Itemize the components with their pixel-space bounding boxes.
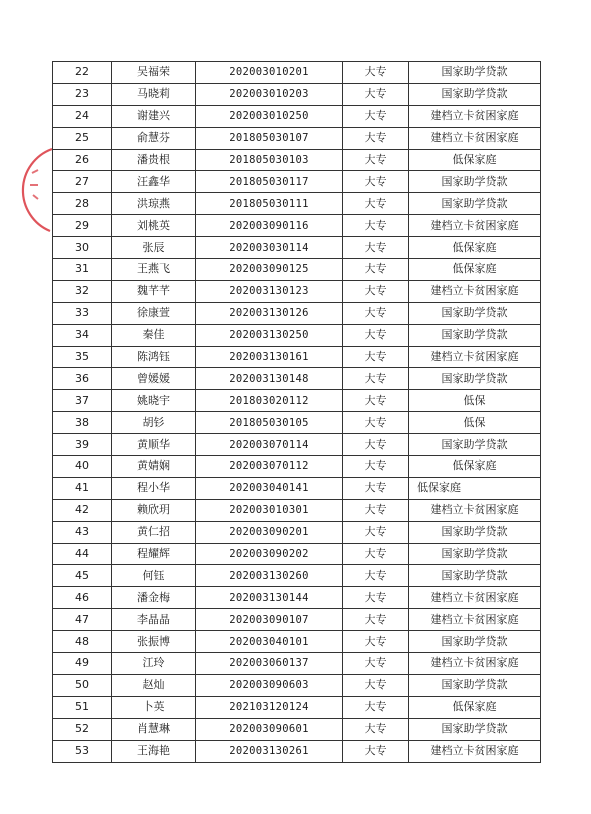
row-number-cell: 42 [53, 499, 112, 521]
education-level-cell: 大专 [343, 83, 409, 105]
education-level-cell: 大专 [343, 543, 409, 565]
student-name-cell: 赵灿 [112, 674, 196, 696]
student-name-cell: 汪鑫华 [112, 171, 196, 193]
table-row [53, 609, 541, 631]
student-id-cell: 202003090601 [196, 718, 343, 740]
row-number-cell: 52 [53, 718, 112, 740]
education-level-cell: 大专 [343, 280, 409, 302]
student-name-cell: 江玲 [112, 653, 196, 675]
education-level-cell: 大专 [343, 653, 409, 675]
student-name-cell: 程小华 [112, 477, 196, 499]
row-number-cell: 50 [53, 674, 112, 696]
row-number-cell: 37 [53, 390, 112, 412]
aid-category-cell: 国家助学贷款 [409, 83, 541, 105]
student-id-cell: 202003060137 [196, 653, 343, 675]
student-id-cell: 202003040101 [196, 631, 343, 653]
aid-category-cell: 国家助学贷款 [409, 434, 541, 456]
aid-category-cell: 建档立卡贫困家庭 [409, 280, 541, 302]
table-row [53, 368, 541, 390]
student-name-cell: 王海艳 [112, 740, 196, 762]
student-name-cell: 姚晓宇 [112, 390, 196, 412]
aid-category-cell: 建档立卡贫困家庭 [409, 127, 541, 149]
student-id-cell: 202003130161 [196, 346, 343, 368]
education-level-cell: 大专 [343, 740, 409, 762]
table-row [53, 127, 541, 149]
student-name-cell: 秦佳 [112, 324, 196, 346]
aid-category-cell: 低保 [409, 390, 541, 412]
student-id-cell: 202003130123 [196, 280, 343, 302]
aid-category-cell: 建档立卡贫困家庭 [409, 653, 541, 675]
student-id-cell: 202003130250 [196, 324, 343, 346]
aid-category-cell: 低保家庭 [409, 259, 541, 281]
aid-category-cell: 建档立卡贫困家庭 [409, 346, 541, 368]
aid-category-cell: 低保家庭 [409, 149, 541, 171]
row-number-cell: 49 [53, 653, 112, 675]
student-id-cell: 202003040141 [196, 477, 343, 499]
student-id-cell: 202003010201 [196, 62, 343, 84]
table-row [53, 543, 541, 565]
student-id-cell: 202003090125 [196, 259, 343, 281]
table-body [53, 62, 541, 763]
student-name-cell: 洪琼燕 [112, 193, 196, 215]
student-name-cell: 黄顺华 [112, 434, 196, 456]
student-name-cell: 谢建兴 [112, 105, 196, 127]
row-number-cell: 31 [53, 259, 112, 281]
student-id-cell: 201805030107 [196, 127, 343, 149]
student-name-cell: 徐康萱 [112, 302, 196, 324]
row-number-cell: 26 [53, 149, 112, 171]
education-level-cell: 大专 [343, 521, 409, 543]
student-id-cell: 201805030105 [196, 412, 343, 434]
education-level-cell: 大专 [343, 674, 409, 696]
aid-category-cell: 国家助学贷款 [409, 368, 541, 390]
row-number-cell: 46 [53, 587, 112, 609]
row-number-cell: 41 [53, 477, 112, 499]
student-id-cell: 202003010301 [196, 499, 343, 521]
row-number-cell: 51 [53, 696, 112, 718]
student-id-cell: 202003010250 [196, 105, 343, 127]
aid-category-cell: 国家助学贷款 [409, 324, 541, 346]
row-number-cell: 48 [53, 631, 112, 653]
student-id-cell: 202003130148 [196, 368, 343, 390]
row-number-cell: 38 [53, 412, 112, 434]
row-number-cell: 25 [53, 127, 112, 149]
table-row [53, 105, 541, 127]
aid-category-cell: 建档立卡贫困家庭 [409, 587, 541, 609]
student-name-cell: 胡钐 [112, 412, 196, 434]
student-name-cell: 黄婧娴 [112, 456, 196, 478]
table-row [53, 477, 541, 499]
student-id-cell: 202003130261 [196, 740, 343, 762]
education-level-cell: 大专 [343, 631, 409, 653]
aid-category-cell: 建档立卡贫困家庭 [409, 499, 541, 521]
table-row [53, 653, 541, 675]
table-row [53, 171, 541, 193]
student-name-cell: 张辰 [112, 237, 196, 259]
education-level-cell: 大专 [343, 346, 409, 368]
education-level-cell: 大专 [343, 62, 409, 84]
education-level-cell: 大专 [343, 193, 409, 215]
row-number-cell: 24 [53, 105, 112, 127]
aid-category-cell: 国家助学贷款 [409, 631, 541, 653]
student-name-cell: 张振博 [112, 631, 196, 653]
student-id-cell: 202003130260 [196, 565, 343, 587]
row-number-cell: 53 [53, 740, 112, 762]
student-id-cell: 202003090202 [196, 543, 343, 565]
education-level-cell: 大专 [343, 215, 409, 237]
education-level-cell: 大专 [343, 434, 409, 456]
student-id-cell: 202003070112 [196, 456, 343, 478]
row-number-cell: 40 [53, 456, 112, 478]
row-number-cell: 28 [53, 193, 112, 215]
row-number-cell: 35 [53, 346, 112, 368]
table-row [53, 674, 541, 696]
table-row [53, 412, 541, 434]
education-level-cell: 大专 [343, 127, 409, 149]
education-level-cell: 大专 [343, 259, 409, 281]
table-row [53, 149, 541, 171]
aid-category-cell: 国家助学贷款 [409, 674, 541, 696]
education-level-cell: 大专 [343, 412, 409, 434]
aid-category-cell: 建档立卡贫困家庭 [409, 740, 541, 762]
aid-category-cell: 建档立卡贫困家庭 [409, 105, 541, 127]
education-level-cell: 大专 [343, 368, 409, 390]
table-row [53, 631, 541, 653]
student-name-cell: 肖慧琳 [112, 718, 196, 740]
student-id-cell: 202003090107 [196, 609, 343, 631]
aid-category-cell: 国家助学贷款 [409, 521, 541, 543]
education-level-cell: 大专 [343, 324, 409, 346]
student-id-cell: 202003090603 [196, 674, 343, 696]
row-number-cell: 36 [53, 368, 112, 390]
student-name-cell: 陈鸿钰 [112, 346, 196, 368]
student-id-cell: 202003070114 [196, 434, 343, 456]
student-name-cell: 赖欣玥 [112, 499, 196, 521]
student-name-cell: 潘贵根 [112, 149, 196, 171]
aid-category-cell: 国家助学贷款 [409, 62, 541, 84]
education-level-cell: 大专 [343, 390, 409, 412]
aid-category-cell: 国家助学贷款 [409, 302, 541, 324]
table-row [53, 324, 541, 346]
education-level-cell: 大专 [343, 565, 409, 587]
aid-category-cell: 国家助学贷款 [409, 171, 541, 193]
education-level-cell: 大专 [343, 302, 409, 324]
table-row [53, 83, 541, 105]
student-id-cell: 201805030117 [196, 171, 343, 193]
table-row [53, 434, 541, 456]
student-id-cell: 202003130126 [196, 302, 343, 324]
student-aid-table [52, 61, 541, 763]
aid-category-cell: 低保 [409, 412, 541, 434]
student-name-cell: 王燕飞 [112, 259, 196, 281]
student-name-cell: 曾媛媛 [112, 368, 196, 390]
table-row [53, 215, 541, 237]
row-number-cell: 30 [53, 237, 112, 259]
row-number-cell: 45 [53, 565, 112, 587]
student-id-cell: 202003030114 [196, 237, 343, 259]
table-row [53, 565, 541, 587]
table-row [53, 237, 541, 259]
student-name-cell: 黄仁招 [112, 521, 196, 543]
table-row [53, 346, 541, 368]
education-level-cell: 大专 [343, 696, 409, 718]
row-number-cell: 43 [53, 521, 112, 543]
education-level-cell: 大专 [343, 171, 409, 193]
row-number-cell: 44 [53, 543, 112, 565]
aid-category-cell: 低保家庭 [409, 696, 541, 718]
student-id-cell: 202003010203 [196, 83, 343, 105]
student-name-cell: 马晓莉 [112, 83, 196, 105]
student-id-cell: 201803020112 [196, 390, 343, 412]
aid-category-cell: 低保家庭 [409, 477, 541, 499]
table-row [53, 62, 541, 84]
table-row [53, 302, 541, 324]
student-name-cell: 潘金梅 [112, 587, 196, 609]
table-row [53, 587, 541, 609]
row-number-cell: 22 [53, 62, 112, 84]
row-number-cell: 47 [53, 609, 112, 631]
student-id-cell: 201805030103 [196, 149, 343, 171]
row-number-cell: 27 [53, 171, 112, 193]
table-row [53, 521, 541, 543]
student-name-cell: 吴福荣 [112, 62, 196, 84]
table-row [53, 456, 541, 478]
table-row [53, 718, 541, 740]
education-level-cell: 大专 [343, 718, 409, 740]
table-row [53, 499, 541, 521]
aid-category-cell: 国家助学贷款 [409, 718, 541, 740]
table-row [53, 740, 541, 762]
student-id-cell: 202003090201 [196, 521, 343, 543]
row-number-cell: 33 [53, 302, 112, 324]
aid-category-cell: 建档立卡贫困家庭 [409, 609, 541, 631]
aid-category-cell: 低保家庭 [409, 237, 541, 259]
row-number-cell: 34 [53, 324, 112, 346]
table-row [53, 696, 541, 718]
education-level-cell: 大专 [343, 456, 409, 478]
education-level-cell: 大专 [343, 237, 409, 259]
student-name-cell: 程耀辉 [112, 543, 196, 565]
student-name-cell: 李晶晶 [112, 609, 196, 631]
aid-category-cell: 国家助学贷款 [409, 193, 541, 215]
aid-category-cell: 国家助学贷款 [409, 543, 541, 565]
row-number-cell: 23 [53, 83, 112, 105]
education-level-cell: 大专 [343, 149, 409, 171]
row-number-cell: 39 [53, 434, 112, 456]
table-row [53, 280, 541, 302]
education-level-cell: 大专 [343, 499, 409, 521]
row-number-cell: 32 [53, 280, 112, 302]
student-id-cell: 202003130144 [196, 587, 343, 609]
student-name-cell: 刘桃英 [112, 215, 196, 237]
student-id-cell: 202003090116 [196, 215, 343, 237]
student-name-cell: 何钰 [112, 565, 196, 587]
student-id-cell: 202103120124 [196, 696, 343, 718]
student-id-cell: 201805030111 [196, 193, 343, 215]
table-row [53, 193, 541, 215]
student-name-cell: 卜英 [112, 696, 196, 718]
education-level-cell: 大专 [343, 609, 409, 631]
student-name-cell: 俞慧芬 [112, 127, 196, 149]
aid-category-cell: 建档立卡贫困家庭 [409, 215, 541, 237]
aid-category-cell: 低保家庭 [409, 456, 541, 478]
education-level-cell: 大专 [343, 477, 409, 499]
row-number-cell: 29 [53, 215, 112, 237]
aid-category-cell: 国家助学贷款 [409, 565, 541, 587]
student-name-cell: 魏芊芊 [112, 280, 196, 302]
table-row [53, 390, 541, 412]
education-level-cell: 大专 [343, 105, 409, 127]
education-level-cell: 大专 [343, 587, 409, 609]
table-row [53, 259, 541, 281]
